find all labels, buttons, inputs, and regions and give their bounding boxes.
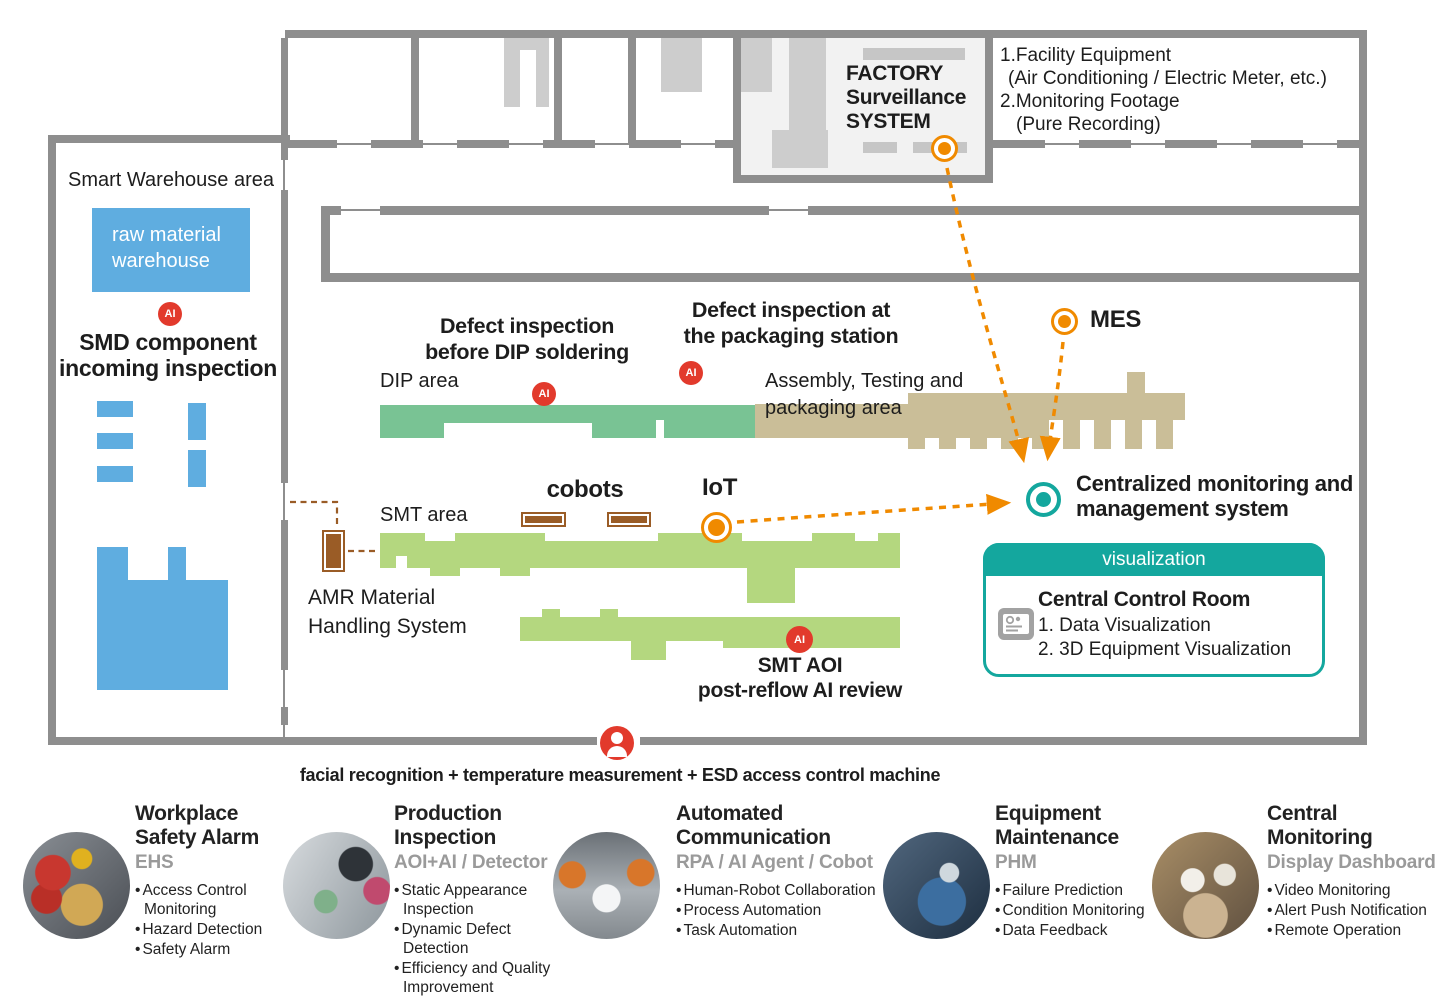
card-bullets bbox=[676, 881, 876, 940]
machine-block bbox=[661, 38, 702, 92]
machine-block bbox=[772, 130, 828, 168]
dip-line-notch bbox=[656, 420, 664, 438]
card-bullets bbox=[394, 881, 559, 997]
wall-room-divider bbox=[411, 38, 419, 144]
smart-warehouse-label: Smart Warehouse area bbox=[68, 169, 275, 191]
card-title: Equipment Maintenance bbox=[995, 802, 1119, 849]
bullet: • Access Control Monitoring bbox=[135, 881, 295, 919]
smd-inspection-label: SMD component incoming inspection bbox=[59, 329, 277, 381]
smt-bump bbox=[380, 533, 425, 541]
card-bullets bbox=[1267, 881, 1440, 940]
entrance-label: facial recognition + temperature measurement + ESD access control machine bbox=[299, 765, 941, 785]
storage-rack bbox=[97, 466, 133, 482]
smt-area-label: SMT area bbox=[380, 504, 468, 526]
bullet: • Process Automation bbox=[676, 901, 876, 920]
access-control-person-icon bbox=[600, 726, 634, 760]
wall-warehouse-top bbox=[48, 135, 290, 143]
control-room-title: Central Control Room bbox=[1038, 588, 1251, 611]
iot-label: IoT bbox=[702, 474, 738, 501]
assembly-area-label: Assembly, Testing and packaging area bbox=[765, 370, 964, 419]
smt-extension bbox=[631, 641, 666, 660]
assembly-comb-tooth-up bbox=[1127, 372, 1145, 394]
bullet: • Condition Monitoring bbox=[995, 901, 1155, 920]
wall-room-divider bbox=[554, 38, 562, 144]
smt-line-2 bbox=[520, 617, 900, 641]
amr-label: AMR Material Handling System bbox=[308, 586, 467, 638]
wall-surveillance-bottom bbox=[733, 175, 993, 183]
wall-right bbox=[1359, 30, 1367, 745]
wall-top bbox=[285, 30, 1367, 38]
card-workplace-safety bbox=[135, 802, 295, 960]
cobot-unit bbox=[521, 512, 566, 527]
smt-bump bbox=[542, 609, 560, 617]
ai-badge-smt-aoi: AI bbox=[786, 626, 813, 653]
photo-rescue-workers bbox=[23, 832, 130, 939]
bullet: • Efficiency and Quality Improvement bbox=[394, 959, 559, 997]
card-central-monitoring bbox=[1267, 802, 1440, 941]
bullet: • Failure Prediction bbox=[995, 881, 1155, 900]
smt-bump bbox=[812, 533, 855, 541]
card-equipment-maintenance bbox=[995, 802, 1155, 941]
card-subtitle: EHS bbox=[135, 852, 174, 873]
corridor-top-wall bbox=[330, 206, 341, 215]
cobots-label: cobots bbox=[546, 476, 624, 503]
smt-aoi-label: SMT AOI post-reflow AI review bbox=[697, 654, 903, 702]
smt-bump bbox=[430, 568, 460, 576]
dip-line-notch bbox=[444, 423, 592, 438]
smt-bump bbox=[878, 533, 900, 541]
iot-marker[interactable] bbox=[701, 512, 732, 543]
wall-door-segments bbox=[993, 140, 1359, 148]
wall-surveillance-right bbox=[985, 38, 993, 183]
factory-surveillance-label: FACTORY Surveillance SYSTEM bbox=[846, 62, 967, 133]
storage-rack bbox=[97, 401, 133, 417]
arrow-iot-to-central bbox=[737, 503, 1006, 522]
bullet: • Safety Alarm bbox=[135, 940, 295, 959]
card-bullets bbox=[995, 881, 1155, 940]
defect-dip-label: Defect inspection before DIP soldering bbox=[425, 314, 629, 364]
bullet: • Dynamic Defect Detection bbox=[394, 920, 559, 958]
machine-bar bbox=[863, 48, 965, 60]
control-room-item: 2. 3D Equipment Visualization bbox=[1038, 639, 1292, 660]
raw-material-line2: warehouse bbox=[112, 250, 210, 272]
card-subtitle: Display Dashboard bbox=[1267, 852, 1436, 873]
raw-material-warehouse-box bbox=[92, 208, 250, 292]
storage-rack bbox=[188, 403, 206, 440]
warehouse-machine bbox=[168, 547, 186, 581]
assembly-comb-teeth bbox=[908, 419, 1185, 449]
card-subtitle: AOI+AI / Detector bbox=[394, 852, 548, 873]
card-automated-communication bbox=[676, 802, 876, 941]
dip-area-label: DIP area bbox=[380, 370, 459, 392]
bullet: • Static Appearance Inspection bbox=[394, 881, 559, 919]
card-title: Workplace Safety Alarm bbox=[135, 802, 260, 849]
central-system-marker[interactable] bbox=[1026, 482, 1061, 517]
photo-inspection-machine bbox=[283, 832, 390, 939]
corridor-left-wall bbox=[321, 206, 330, 282]
bullet: • Hazard Detection bbox=[135, 920, 295, 939]
corridor-top-wall bbox=[380, 206, 769, 215]
door-segment bbox=[863, 142, 897, 153]
card-title: Central Monitoring bbox=[1267, 802, 1373, 849]
corridor-top-wall bbox=[808, 206, 1359, 215]
mes-marker[interactable] bbox=[1051, 308, 1078, 335]
card-production-inspection bbox=[394, 802, 559, 998]
wall-surveillance-left bbox=[733, 38, 741, 175]
smt-line-1 bbox=[380, 541, 900, 568]
surveillance-camera-marker[interactable] bbox=[931, 135, 958, 162]
card-bullets bbox=[135, 881, 295, 959]
raw-material-line1: raw material bbox=[112, 224, 221, 246]
machine-notch bbox=[520, 50, 536, 107]
bullet: • Video Monitoring bbox=[1267, 881, 1440, 900]
surveillance-notes: 1.Facility Equipment (Air Conditioning / Electric Meter, etc.) 2.Monitoring Footage (Pure Recording) bbox=[1000, 45, 1327, 135]
smt-bump bbox=[455, 533, 545, 541]
card-title: Automated Communication bbox=[676, 802, 831, 849]
bullet: • Alert Push Notification bbox=[1267, 901, 1440, 920]
wall-inner-seg bbox=[281, 520, 288, 670]
card-subtitle: PHM bbox=[995, 852, 1037, 873]
card-subtitle: RPA / AI Agent / Cobot bbox=[676, 852, 873, 873]
bullet: • Task Automation bbox=[676, 921, 876, 940]
corridor-bottom-wall bbox=[321, 273, 1359, 282]
cobot-unit bbox=[607, 512, 651, 527]
bullet: • Data Feedback bbox=[995, 921, 1155, 940]
card-title: Production Inspection bbox=[394, 802, 502, 849]
wall-bottom-left bbox=[48, 737, 597, 745]
ai-badge-dip: AI bbox=[532, 382, 556, 406]
amr-route-line bbox=[290, 502, 337, 527]
mes-label: MES bbox=[1090, 306, 1142, 333]
smt-extension bbox=[747, 568, 795, 603]
ai-badge-packaging: AI bbox=[679, 361, 703, 385]
smt-bump bbox=[600, 609, 618, 617]
central-control-room-box bbox=[983, 543, 1325, 677]
ai-badge-smd: AI bbox=[158, 302, 182, 326]
warehouse-machine bbox=[97, 580, 228, 690]
photo-maintenance-technician bbox=[883, 832, 990, 939]
smt-bump bbox=[500, 568, 530, 576]
wall-outer-left bbox=[48, 135, 56, 745]
wall-room-divider bbox=[628, 38, 636, 144]
machine-block bbox=[741, 38, 772, 92]
photo-car-assembly-line bbox=[553, 832, 660, 939]
bullet: • Remote Operation bbox=[1267, 921, 1440, 940]
centralized-system-label: Centralized monitoring and management system bbox=[1076, 471, 1353, 521]
wall-inner-seg bbox=[281, 707, 288, 725]
storage-rack bbox=[188, 450, 206, 487]
storage-rack bbox=[97, 433, 133, 449]
smt-notch bbox=[396, 556, 407, 568]
photo-warehouse-staff bbox=[1152, 832, 1259, 939]
visualization-tag: visualization bbox=[983, 543, 1325, 576]
warehouse-machine bbox=[97, 547, 128, 581]
control-room-item: 1. Data Visualization bbox=[1038, 615, 1211, 636]
machine-block bbox=[789, 38, 826, 132]
dashboard-icon bbox=[998, 608, 1034, 645]
amr-robot bbox=[322, 530, 345, 572]
bullet: • Human-Robot Collaboration bbox=[676, 881, 876, 900]
defect-packaging-label: Defect inspection at the packaging station bbox=[683, 298, 899, 348]
wall-door-segments bbox=[285, 140, 733, 148]
wall-bottom-right bbox=[640, 737, 1367, 745]
